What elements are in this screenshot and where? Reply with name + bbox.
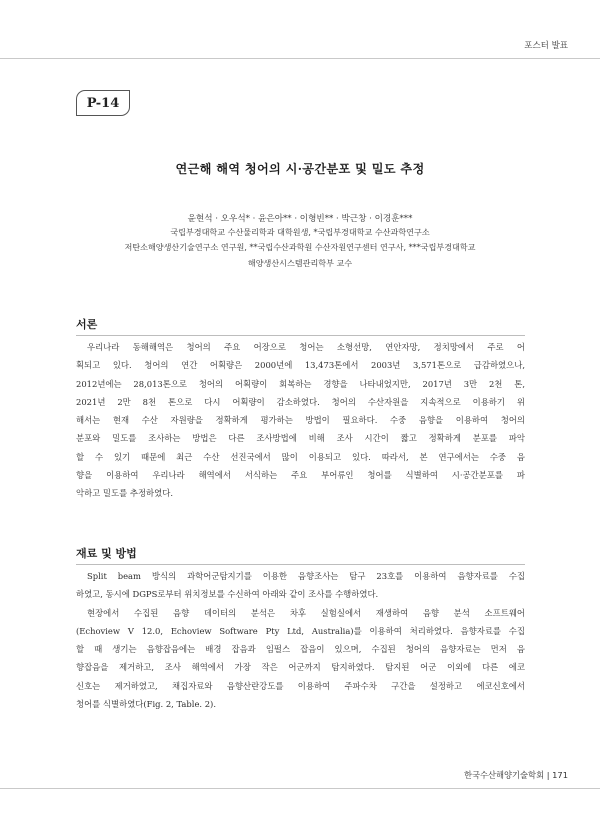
text-line: (Echoview V 12.0, Echoview Software Pty Ltd, Australia)를 이용하여 처리하였다. 음향자료를 수집 [76,625,525,636]
text-line: 악하고 밀도를 추정하였다. [76,488,173,499]
text-line: 할 때 생기는 음향잡음에는 배경 잡음과 임펄스 잡음이 있으며, 수집된 청어의 음향자료는 먼저 음 [76,644,525,655]
section-rule-introduction [76,335,525,336]
materials-methods-paragraph [76,567,525,713]
text-line: 2021년 2만 8천 톤으로 다시 어획량이 감소하였다. 청어의 수산자원을 지속적으로 이용하기 위 [76,396,525,407]
text-line: 획되고 있다. 청어의 연간 어획량은 2000년에 13,473톤에서 2003년 3,571톤으로 급감하였으나, [76,360,525,371]
footer-rule [0,788,600,789]
affiliation-line-2: 저탄소해양생산기술연구소 연구원, **국립수산과학원 수산자원연구센터 연구사, ***국립부경대학교 [124,242,476,252]
text-line: 현장에서 수집된 음향 데이터의 분석은 차후 실험실에서 재생하여 음향 분석 소프트웨어 [87,607,525,618]
paper-title: 연근해 해역 청어의 시·공간분포 및 밀도 추정 [175,162,425,176]
section-heading-materials-methods: 재료 및 방법 [76,547,137,560]
introduction-paragraph [76,338,525,503]
header-rule [0,58,600,59]
text-line: 하였고, 동시에 DGPS로부터 위치정보를 수신하여 아래와 같이 조사를 수행하였다. [76,589,379,600]
running-header-section-tag: 포스터 발표 [524,41,568,51]
text-line: 향을 이용하여 우리나라 해역에서 서식하는 주요 부어류인 청어를 식별하여 시·공간분포를 파 [76,470,525,481]
affiliation-line-3: 해양생산시스템관리학부 교수 [247,258,353,268]
section-rule-materials-methods [76,564,525,565]
text-line: 2012년에는 28,013톤으로 청어의 어획량이 회복하는 경향을 나타내었지만, 2017년 3만 2천 톤, [76,378,525,389]
poster-number-badge: P-14 [76,90,130,116]
section-heading-introduction: 서론 [76,318,98,331]
text-line: 할 수 있기 때문에 최근 수산 선진국에서 많이 이용되고 있다. 따라서, 본 연구에서는 수중 음 [76,451,525,462]
author-list: 윤현석 · 오우석* · 윤은아** · 이형빈** · 박근창 · 이경훈*** [187,214,413,224]
text-line: 분포와 밀도를 조사하는 방법은 다른 조사방법에 비해 조사 시간이 짧고 정확하게 분포를 파악 [76,433,525,444]
page-footer: 한국수산해양기술학회 | 171 [463,770,568,780]
affiliation-line-1: 국립부경대학교 수산물리학과 대학원생, *국립부경대학교 수산과학연구소 [170,227,430,237]
text-line: 향잡음을 제거하고, 조사 해역에서 가장 작은 어군까지 탐지하였다. 탐지된 어군 이외에 다른 에코 [76,662,525,673]
text-line: 신호는 제거하였고, 채집자료와 음향산란강도를 이용하여 주파수차 구간을 설정하고 에코신호에서 [76,680,525,691]
text-line: 해서는 현재 수산 자원량을 정확하게 평가하는 방법이 필요하다. 수중 음향을 이용하여 청어의 [76,415,525,426]
text-line: 우리나라 동해해역은 청어의 주요 어장으로 청어는 소형선망, 연안자망, 정치망에서 주로 어 [87,342,525,352]
text-line: Split beam 방식의 과학어군탐지기를 이용한 음향조사는 탐구 23호를 이용하여 음향자료를 수집 [87,571,525,581]
text-line: 청어를 식별하였다(Fig. 2, Table. 2). [76,699,216,710]
